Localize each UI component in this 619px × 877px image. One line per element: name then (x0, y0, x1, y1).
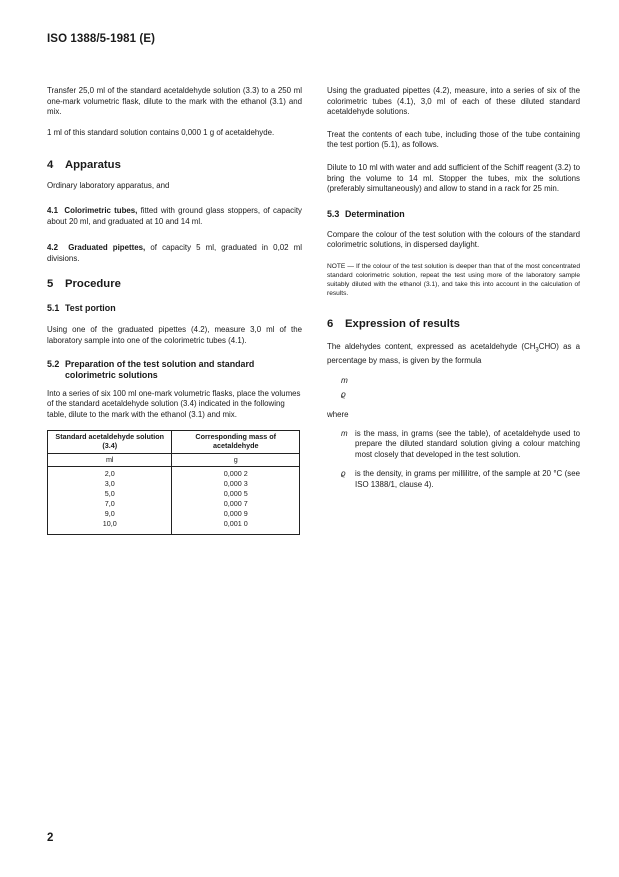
definition-text: is the density, in grams per millilitre, of the sample at 20 °C (see ISO 1388/1, clause 4). (355, 469, 580, 490)
definition-m (327, 429, 580, 461)
clause-text: of capacity 5 ml, graduated in 0,02 ml divisions. (47, 243, 302, 263)
table-cell: 5,0 (104, 489, 115, 499)
where-label: where (327, 409, 349, 419)
clause-4-2 (47, 243, 302, 264)
text-fragment: CHO) as a percentage by mass, is given by the formula (327, 341, 580, 366)
paragraph: 1 ml of this standard solution contains 0,000 1 g of acetaldehyde. (47, 127, 275, 137)
section-4-heading (47, 159, 302, 172)
table-column-volume (48, 467, 172, 535)
section-6-heading (327, 318, 580, 331)
standard-solutions-table (47, 430, 300, 535)
section-title: Expression of results (345, 317, 460, 330)
table-cell: 0,000 2 (223, 469, 248, 479)
document-header: ISO 1388/5-1981 (E) (47, 33, 156, 45)
formula (341, 376, 580, 404)
section-5-heading (47, 278, 302, 291)
paragraph: Using one of the graduated pipettes (4.2), measure 3,0 ml of the laboratory sample into one of the colorimetric tubes (4.1). (47, 325, 302, 345)
clause-title: Determination (345, 208, 405, 219)
clause-number: 5.2 (47, 358, 60, 369)
table-cell: 0,000 3 (223, 479, 248, 489)
clause-4-1 (47, 206, 302, 227)
paragraph (327, 342, 580, 367)
definition-rho (327, 469, 580, 490)
definition-text: is the mass, in grams (see the table), of acetaldehyde used to prepare the diluted standard solution giving a colour matching most closely that developed in the test solution. (355, 428, 580, 459)
table-cell: 0,000 7 (223, 499, 248, 509)
clause-number: 4.2 (47, 243, 58, 253)
note: NOTE — If the colour of the test solution is deeper than that of the most concentrated standard colorimetric solution, repeat the test using more of the laboratory sample suitably diluted with the ethanol (3.1), and take this into account in the calculation of results. (327, 262, 580, 297)
clause-term: Graduated pipettes, (68, 243, 146, 253)
section-number: 5 (47, 278, 54, 291)
section-title: Apparatus (65, 159, 121, 172)
left-column (47, 86, 302, 535)
table-column-mass (172, 467, 300, 535)
table-unit: ml (48, 453, 172, 467)
clause-5-3-heading (327, 209, 580, 220)
section-number: 4 (47, 159, 54, 172)
clause-title: Preparation of the test solution and standard colorimetric solutions (65, 358, 255, 380)
table-header: Standard acetaldehyde solution (3.4) (48, 431, 172, 453)
paragraph: Dilute to 10 ml with water and add sufficient of the Schiff reagent (3.2) to bring the volume to 14 ml. Stopper the tubes, mix the solutions (preferably simultaneously) and allow to stand in a rack for 25 min. (327, 162, 580, 194)
table-unit: g (172, 453, 300, 467)
paragraph: Into a series of six 100 ml one-mark volumetric flasks, place the volumes of the standard acetaldehyde solution (3.4) indicated in the following table, dilute to the mark with the ethanol (3.1) and mix. (47, 388, 301, 419)
table-cell: 2,0 (104, 469, 115, 479)
table-cell: 7,0 (104, 499, 115, 509)
paragraph: Transfer 25,0 ml of the standard acetaldehyde solution (3.3) to a 250 ml one-mark volumetric flask, dilute to the mark with the ethanol (3.1) and mix. (47, 86, 302, 117)
symbol: m (341, 428, 348, 438)
clause-number: 5.1 (47, 303, 60, 314)
formula-numerator: m (341, 375, 348, 385)
table-cell: 9,0 (104, 509, 115, 519)
clause-text: fitted with ground glass stoppers, of capacity about 20 ml, and graduated at 10 and 14 ml. (47, 205, 302, 226)
table-cell: 3,0 (104, 479, 115, 489)
clause-term: Colorimetric tubes, (64, 205, 138, 215)
page-number: 2 (47, 832, 54, 844)
paragraph: Treat the contents of each tube, including those of the tube containing the test portion (5.1), as follows. (327, 129, 580, 150)
clause-number: 4.1 (47, 205, 58, 215)
subscript: 3 (535, 347, 539, 354)
table-cell: 10,0 (102, 519, 117, 529)
symbol: ϱ (341, 469, 346, 479)
text-fragment: The aldehydes content, expressed as acetaldehyde (CH (327, 341, 536, 351)
right-column (327, 86, 580, 500)
clause-5-2-heading (47, 359, 302, 381)
clause-title: Test portion (65, 303, 116, 314)
paragraph: Ordinary laboratory apparatus, and (47, 181, 170, 191)
clause-number: 5.3 (327, 208, 340, 219)
table-cell: 0,001 0 (223, 519, 248, 529)
table-header: Corresponding mass of acetaldehyde (172, 431, 300, 453)
section-title: Procedure (65, 278, 121, 291)
formula-denominator: ϱ (341, 389, 346, 399)
table-cell: 0,000 5 (223, 489, 248, 499)
clause-5-1-heading (47, 303, 302, 314)
section-number: 6 (327, 317, 334, 330)
paragraph: Compare the colour of the test solution with the colours of the standard colorimetric solutions, in dispersed daylight. (327, 229, 580, 250)
paragraph: Using the graduated pipettes (4.2), measure, into a series of six of the colorimetric tubes (4.1), 3,0 ml of each of these diluted standard acetaldehyde solutions. (327, 86, 580, 117)
table-cell: 0,000 9 (223, 509, 248, 519)
